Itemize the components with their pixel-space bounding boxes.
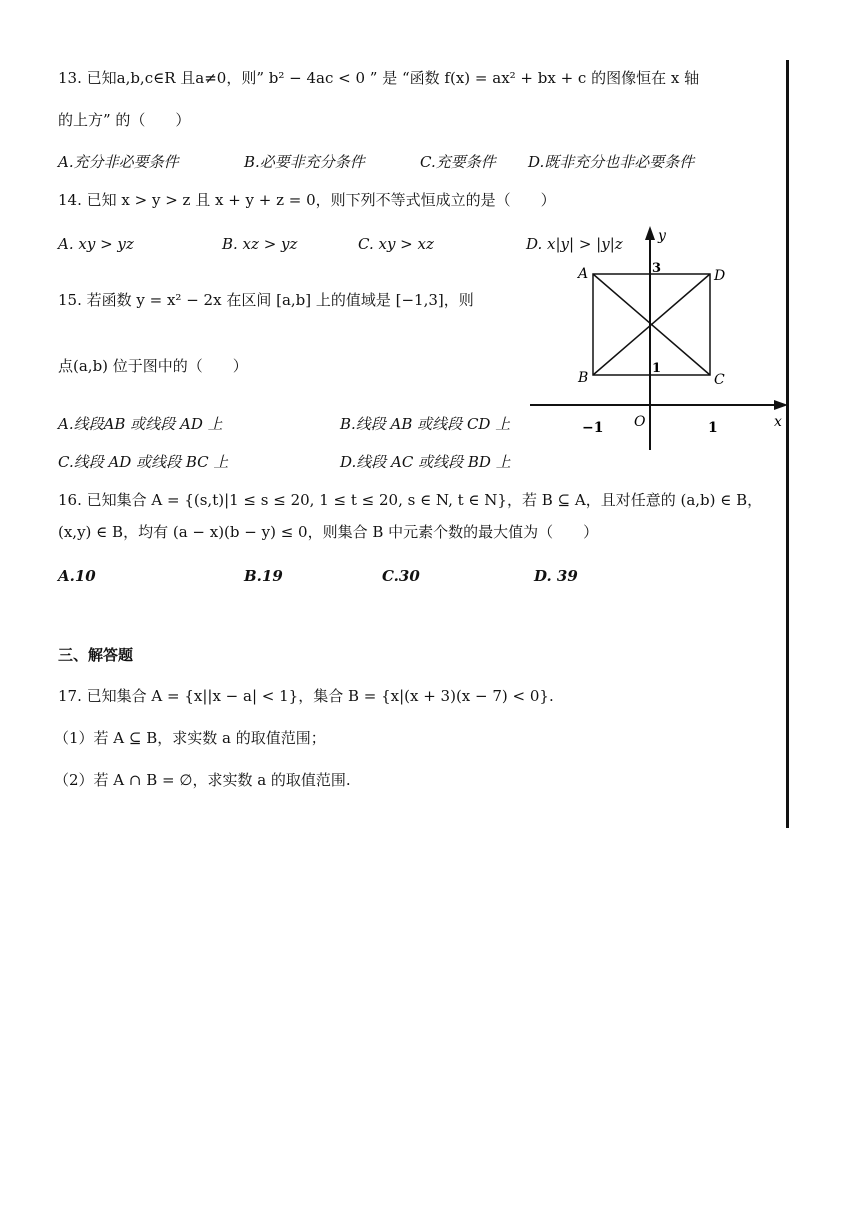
q13-option-b: B.必要非充分条件 xyxy=(244,153,365,171)
q16-option-d: D. 39 xyxy=(534,567,578,585)
tick-label-neg1: −1 xyxy=(582,420,604,436)
q14-option-c: C. xy > xz xyxy=(358,235,434,253)
point-label-b: B xyxy=(578,370,589,386)
axis-label-y: y xyxy=(658,228,666,244)
q14-option-d: D. x|y| > |y|z xyxy=(526,235,623,253)
q16-stem-line2: (x,y) ∈ B，均有 (a − x)(b − y) ≤ 0，则集合 B 中元素个数的最大值为（ ） xyxy=(58,523,599,541)
q15-option-a: A.线段AB 或线段 AD 上 xyxy=(58,415,223,433)
point-label-d: D xyxy=(714,268,726,284)
q14-option-a: A. xy > yz xyxy=(58,235,134,253)
q14-option-b: B. xz > yz xyxy=(222,235,298,253)
section-heading: 三、解答题 xyxy=(58,646,134,664)
q15-figure xyxy=(520,222,790,458)
q16-stem-line1: 16. 已知集合 A = {(s,t)|1 ≤ s ≤ 20, 1 ≤ t ≤ 20, s ∈ N, t ∈ N}，若 B ⊆ A，且对任意的 (a,b) ∈ B， xyxy=(58,491,763,509)
y-axis-arrow-icon xyxy=(645,226,655,240)
q17-part1: （1）若 A ⊆ B，求实数 a 的取值范围； xyxy=(54,729,326,747)
q16-option-c: C.30 xyxy=(382,567,420,585)
q13-option-a: A.充分非必要条件 xyxy=(58,153,179,171)
point-label-c: C xyxy=(714,372,725,388)
q14-stem: 14. 已知 x > y > z 且 x + y + z = 0，则下列不等式恒成立的是（ ） xyxy=(58,191,556,209)
q16-option-a: A.10 xyxy=(58,567,96,585)
q17-part2: （2）若 A ∩ B = ∅，求实数 a 的取值范围. xyxy=(54,771,351,789)
tick-label-3: 3 xyxy=(652,261,662,276)
q15-stem-line1: 15. 若函数 y = x² − 2x 在区间 [a,b] 上的值域是 [−1,3]，则 xyxy=(58,291,474,309)
x-axis-arrow-icon xyxy=(774,400,788,410)
q13-stem-line1: 13. 已知a,b,c∈R 且a≠0，则” b² − 4ac < 0 ” 是 “函数 f(x) = ax² + bx + c 的图像恒在 x 轴 xyxy=(58,69,700,87)
origin-label: O xyxy=(634,414,646,430)
q16-option-b: B.19 xyxy=(244,567,283,585)
q13-stem-line2: 的上方” 的（ ） xyxy=(58,111,191,129)
q15-option-b: B.线段 AB 或线段 CD 上 xyxy=(340,415,511,433)
tick-label-pos1: 1 xyxy=(708,420,718,436)
q17-stem: 17. 已知集合 A = {x||x − a| < 1}，集合 B = {x|(x + 3)(x − 7) < 0}. xyxy=(58,687,554,705)
q13-option-c: C.充要条件 xyxy=(420,153,496,171)
q15-option-c: C.线段 AD 或线段 BC 上 xyxy=(58,453,229,471)
q15-stem-line2: 点(a,b) 位于图中的（ ） xyxy=(58,357,248,375)
q13-option-d: D.既非充分也非必要条件 xyxy=(528,153,695,171)
point-label-a: A xyxy=(578,266,589,282)
axis-label-x: x xyxy=(774,414,782,430)
q15-option-d: D.线段 AC 或线段 BD 上 xyxy=(340,453,511,471)
tick-label-1: 1 xyxy=(652,361,662,376)
